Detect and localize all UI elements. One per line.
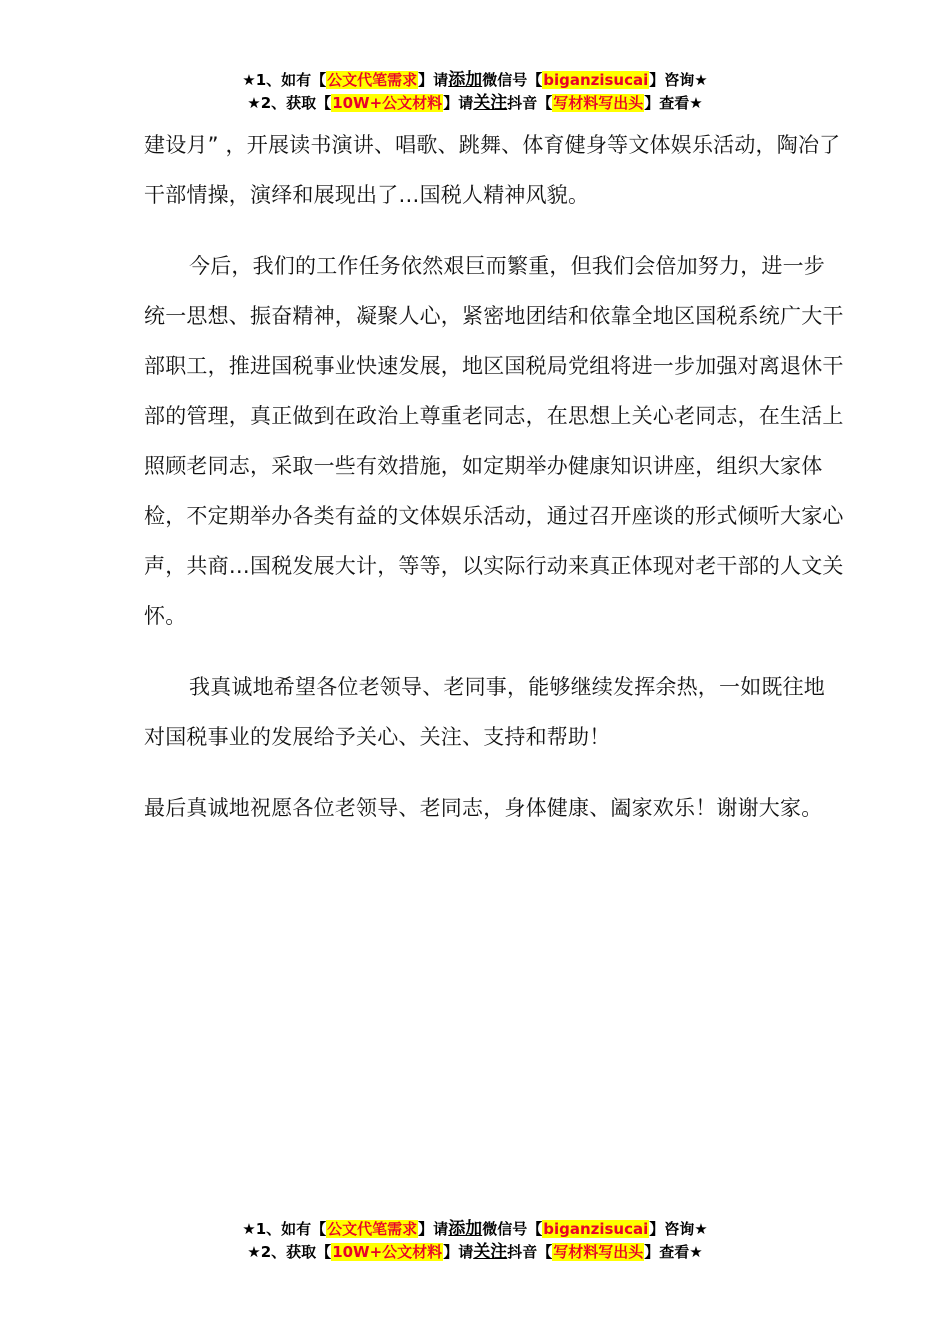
banner-text: 】查看★: [644, 1243, 703, 1261]
banner-text: 抖音【: [507, 94, 553, 112]
banner-text: 】请: [443, 94, 474, 112]
banner-highlight: 10W+公文材料: [332, 1243, 443, 1261]
paragraph-1: 建设月” ，开展读书演讲、唱歌、跳舞、体育健身等文体娱乐活动，陶冶了干部情操，演绎和展现出了…国税人精神风貌。: [144, 133, 841, 207]
banner-text: 微信号【: [482, 71, 543, 89]
banner-text: ★1、如有【: [242, 1220, 327, 1238]
banner-highlight: 写材料写出头: [553, 94, 644, 112]
banner-highlight: biganzisucai: [543, 71, 649, 89]
banner-highlight: 公文代笔需求: [327, 1220, 418, 1238]
footer-banner: [0, 1218, 950, 1264]
banner-line-2: [0, 1241, 950, 1264]
header-banner: [0, 69, 950, 115]
paragraph-4: 最后真诚地祝愿各位老领导、老同志，身体健康、阖家欢乐！谢谢大家。: [144, 796, 823, 820]
banner-text: 】咨询★: [649, 71, 708, 89]
banner-line-1: [0, 1218, 950, 1241]
document-body: [144, 120, 844, 833]
banner-text: 微信号【: [482, 1220, 543, 1238]
banner-text: 】请: [443, 1243, 474, 1261]
banner-text: ★1、如有【: [242, 71, 327, 89]
paragraph-2: 今后，我们的工作任务依然艰巨而繁重，但我们会倍加努力，进一步统一思想、振奋精神，凝聚人心，紧密地团结和依靠全地区国税系统广大干部职工，推进国税事业快速发展，地区国税局党组将进一步加强对离退休干部的管理，真正做到在政治上尊重老同志，在思想上关心老同志，在生活上照顾老同志，采取一些有效措施，如定期举办健康知识讲座，组织大家体检，不定期举办各类有益的文体娱乐活动，通过召开座谈的形式倾听大家心声，共商…国税发展大计，等等，以实际行动来真正体现对老干部的人文关怀。: [144, 254, 844, 628]
banner-emphasis: 关注: [473, 1242, 508, 1262]
banner-text: 】查看★: [644, 94, 703, 112]
banner-text: 】请: [418, 1220, 449, 1238]
banner-highlight: 公文代笔需求: [327, 71, 418, 89]
banner-text: ★2、获取【: [247, 94, 332, 112]
banner-text: 抖音【: [507, 1243, 553, 1261]
banner-text: 】请: [418, 71, 449, 89]
banner-highlight: biganzisucai: [543, 1220, 649, 1238]
banner-emphasis: 添加: [448, 70, 483, 90]
banner-highlight: 10W+公文材料: [332, 94, 443, 112]
banner-line-1: [0, 69, 950, 92]
banner-emphasis: 添加: [448, 1219, 483, 1239]
banner-emphasis: 关注: [473, 93, 508, 113]
banner-highlight: 写材料写出头: [553, 1243, 644, 1261]
paragraph-3: 我真诚地希望各位老领导、老同事，能够继续发挥余热，一如既往地对国税事业的发展给予关心、关注、支持和帮助！: [144, 675, 825, 749]
banner-text: ★2、获取【: [247, 1243, 332, 1261]
banner-line-2: [0, 92, 950, 115]
banner-text: 】咨询★: [649, 1220, 708, 1238]
